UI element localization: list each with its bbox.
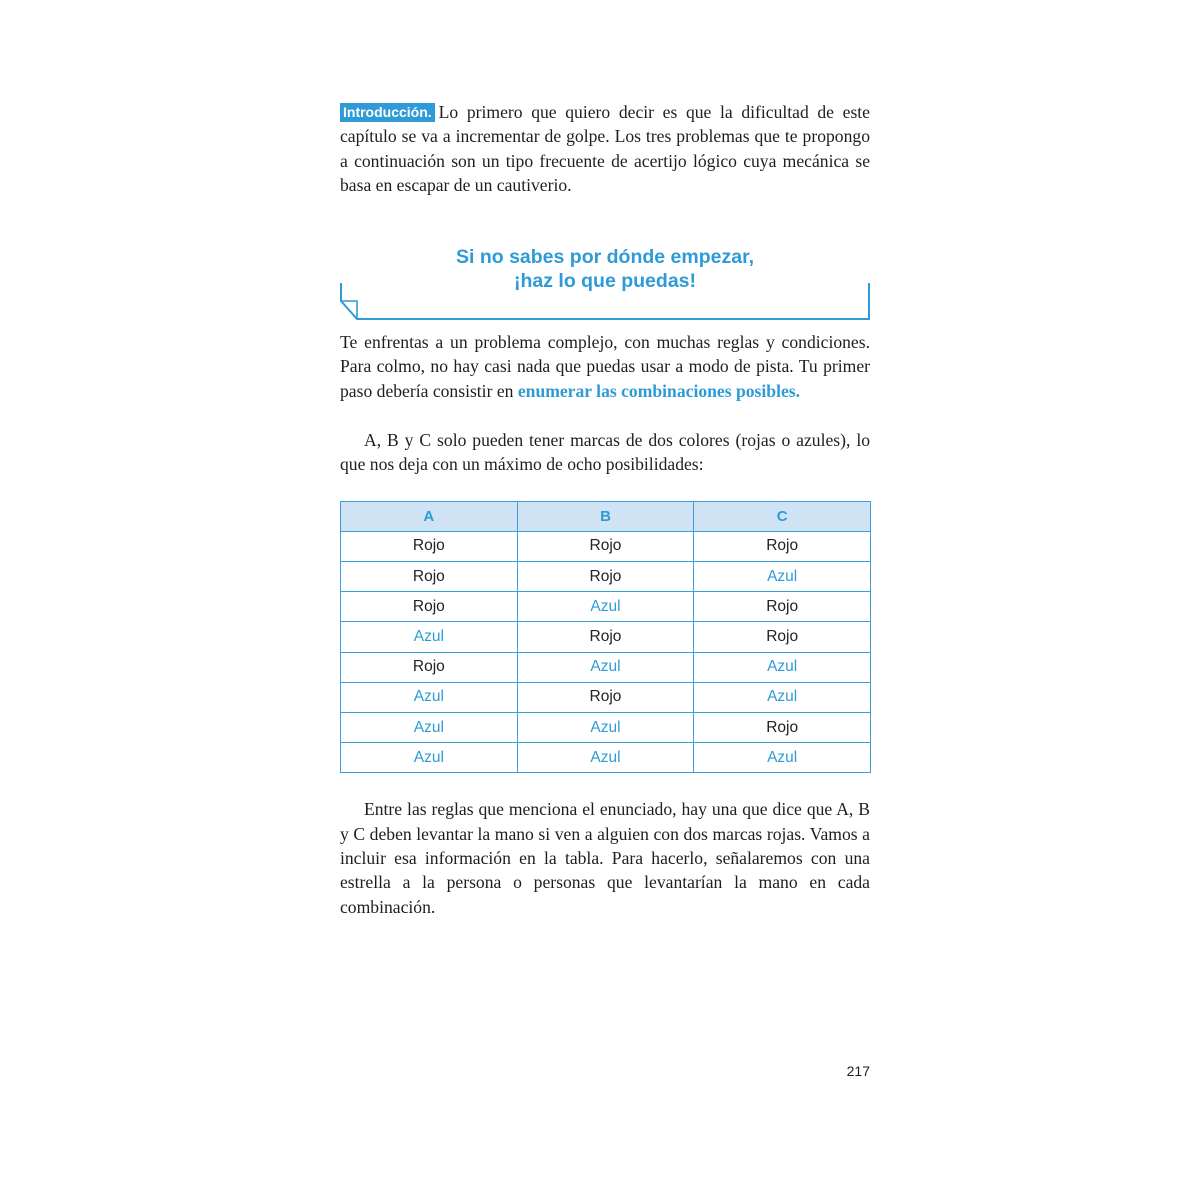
table-cell: Rojo: [341, 531, 518, 561]
table-row: [341, 592, 871, 622]
table-cell: Azul: [341, 743, 518, 773]
paragraph-2-highlight: enumerar las combinaciones posibles.: [517, 380, 801, 401]
paragraph-4: Entre las reglas que menciona el enunciado, hay una que dice que A, B y C deben levantar la mano si ven a alguien con dos marcas rojas. Vamos a incluir esa información en la tabla. Para hacerlo, señalaremos con una estrella a la persona o personas que levantarían la mano en cada combinación.: [340, 799, 870, 917]
table-row: [341, 562, 871, 592]
table-cell: Rojo: [341, 592, 518, 622]
table-row: [341, 682, 871, 712]
callout-line-2: ¡haz lo que puedas!: [513, 270, 696, 293]
table-cell: Rojo: [341, 562, 518, 592]
table-cell: Azul: [341, 622, 518, 652]
table-cell: Azul: [517, 743, 694, 773]
table-row: [341, 652, 871, 682]
table-cell: Azul: [517, 592, 694, 622]
header-b: B: [517, 501, 694, 531]
page-content: [340, 100, 870, 919]
intro-label: Introducción.: [340, 103, 435, 122]
callout-title: [340, 245, 870, 293]
table-cell: Rojo: [694, 622, 871, 652]
table-row: [341, 712, 871, 742]
combinations-table: [340, 501, 871, 774]
table-cell: Rojo: [517, 531, 694, 561]
header-a: A: [341, 501, 518, 531]
table-row: [341, 622, 871, 652]
callout-box: [340, 246, 870, 313]
table-cell: Rojo: [517, 622, 694, 652]
table-row: [341, 743, 871, 773]
table-cell: Rojo: [517, 562, 694, 592]
table-cell: Azul: [517, 652, 694, 682]
table-cell: Azul: [341, 712, 518, 742]
table-cell: Rojo: [341, 652, 518, 682]
header-c: C: [694, 501, 871, 531]
table-cell: Azul: [341, 682, 518, 712]
table-header-row: [341, 501, 871, 531]
table-cell: Azul: [694, 682, 871, 712]
table-cell: Rojo: [517, 682, 694, 712]
table-cell: Azul: [694, 562, 871, 592]
table-row: [341, 531, 871, 561]
table-cell: Rojo: [694, 712, 871, 742]
table-cell: Azul: [694, 743, 871, 773]
intro-text: Lo primero que quiero decir es que la dificultad de este capítulo se va a incrementar de golpe. Los tres problemas que te propongo a continuación son un tipo frecuente de acertijo lógico cuya mecánica se basa en escapar de un cautiverio.: [340, 102, 870, 195]
paragraph-2-text: Te enfrentas a un problema complejo, con muchas reglas y condiciones. Para colmo, no hay casi nada que puedas usar a modo de pista. Tu primer paso debería consistir en: [340, 332, 870, 401]
callout-line-1: Si no sabes por dónde empezar,: [456, 246, 754, 269]
table-cell: Azul: [694, 652, 871, 682]
table-cell: Rojo: [694, 592, 871, 622]
paragraph-2: [340, 330, 870, 403]
table-cell: Rojo: [694, 531, 871, 561]
page-number: 217: [846, 1063, 870, 1079]
paragraph-3: A, B y C solo pueden tener marcas de dos colores (rojas o azules), lo que nos deja con un máximo de ocho posibilidades:: [340, 430, 870, 475]
table-body: [341, 531, 871, 773]
table-cell: Azul: [517, 712, 694, 742]
intro-paragraph: [340, 100, 870, 197]
